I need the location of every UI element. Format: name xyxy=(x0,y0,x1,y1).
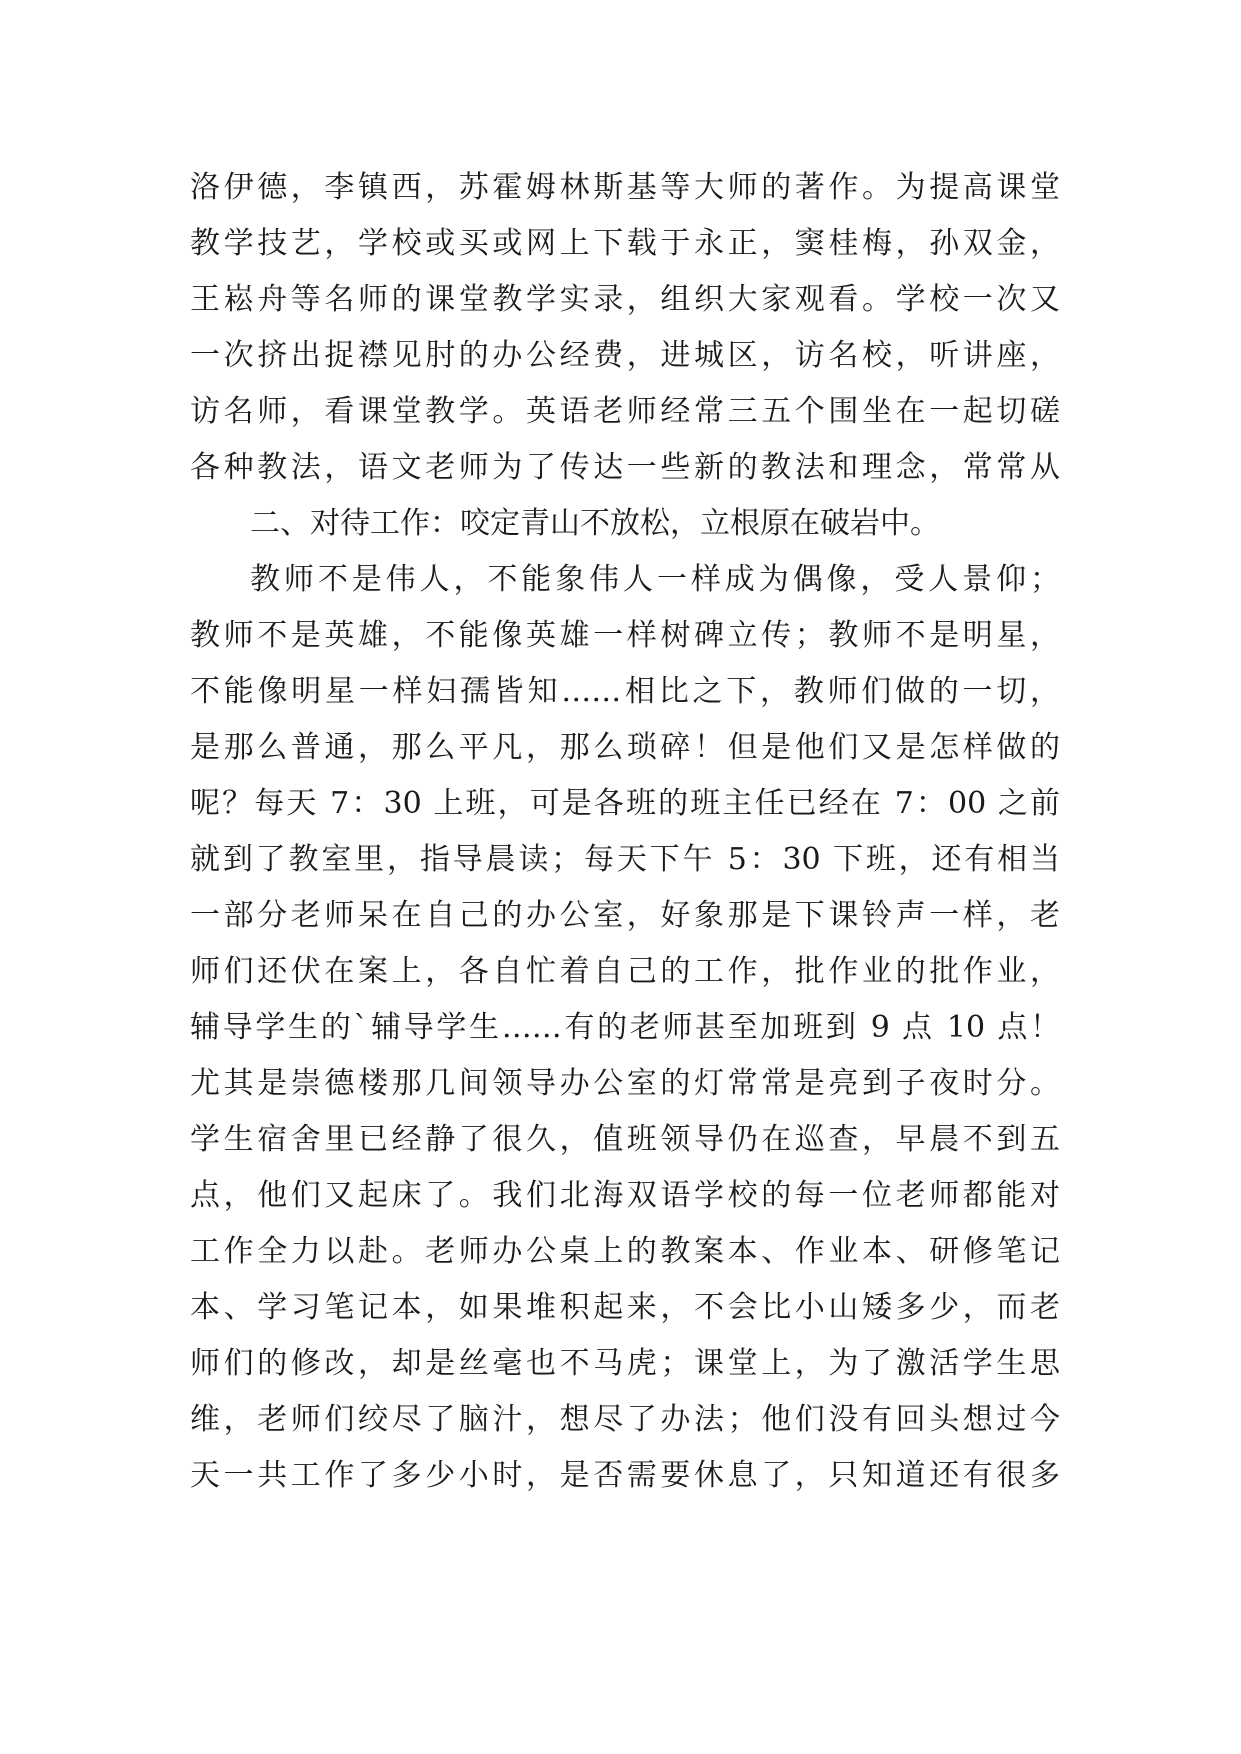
text-line: 维，老师们绞尽了脑汁，想尽了办法；他们没有回头想过今 xyxy=(190,1402,1060,1437)
text-line: 教师不是伟人，不能象伟人一样成为偶像，受人景仰； xyxy=(250,562,1060,597)
text-line: 教学技艺，学校或买或网上下载于永正，窦桂梅，孙双金， xyxy=(190,226,1060,261)
text-line: 各种教法，语文老师为了传达一些新的教法和理念，常常从 xyxy=(190,450,1060,485)
section-heading: 二、对待工作：咬定青山不放松，立根原在破岩中。 xyxy=(250,506,940,541)
text-line: 点，他们又起床了。我们北海双语学校的每一位老师都能对 xyxy=(190,1178,1060,1213)
text-line: 访名师，看课堂教学。英语老师经常三五个围坐在一起切磋 xyxy=(190,394,1060,429)
text-line: 本、学习笔记本，如果堆积起来，不会比小山矮多少，而老 xyxy=(190,1290,1060,1325)
text-line: 是那么普通，那么平凡，那么琐碎！但是他们又是怎样做的 xyxy=(190,730,1060,765)
text-line: 王崧舟等名师的课堂教学实录，组织大家观看。学校一次又 xyxy=(190,282,1060,317)
text-line: 一次挤出捉襟见肘的办公经费，进城区，访名校，听讲座， xyxy=(190,338,1060,373)
text-line: 呢？每天 7：30 上班，可是各班的班主任已经在 7：00 之前 xyxy=(190,786,1060,821)
text-line: 洛伊德，李镇西，苏霍姆林斯基等大师的著作。为提高课堂 xyxy=(190,170,1060,205)
text-line: 一部分老师呆在自己的办公室，好象那是下课铃声一样，老 xyxy=(190,898,1060,933)
text-line: 师们还伏在案上，各自忙着自己的工作，批作业的批作业， xyxy=(190,954,1060,989)
text-line: 工作全力以赴。老师办公桌上的教案本、作业本、研修笔记 xyxy=(190,1234,1060,1269)
text-line: 尤其是崇德楼那几间领导办公室的灯常常是亮到子夜时分。 xyxy=(190,1066,1060,1101)
text-line: 学生宿舍里已经静了很久，值班领导仍在巡查，早晨不到五 xyxy=(190,1122,1060,1157)
text-line: 辅导学生的`辅导学生……有的老师甚至加班到 9 点 10 点！ xyxy=(190,1010,1060,1045)
text-line: 天一共工作了多少小时，是否需要休息了，只知道还有很多 xyxy=(190,1458,1060,1493)
text-line: 不能像明星一样妇孺皆知……相比之下，教师们做的一切， xyxy=(190,674,1060,709)
text-line: 师们的修改，却是丝毫也不马虎；课堂上，为了激活学生思 xyxy=(190,1346,1060,1381)
text-line: 就到了教室里，指导晨读；每天下午 5：30 下班，还有相当 xyxy=(190,842,1060,877)
text-line: 教师不是英雄，不能像英雄一样树碑立传；教师不是明星， xyxy=(190,618,1060,653)
